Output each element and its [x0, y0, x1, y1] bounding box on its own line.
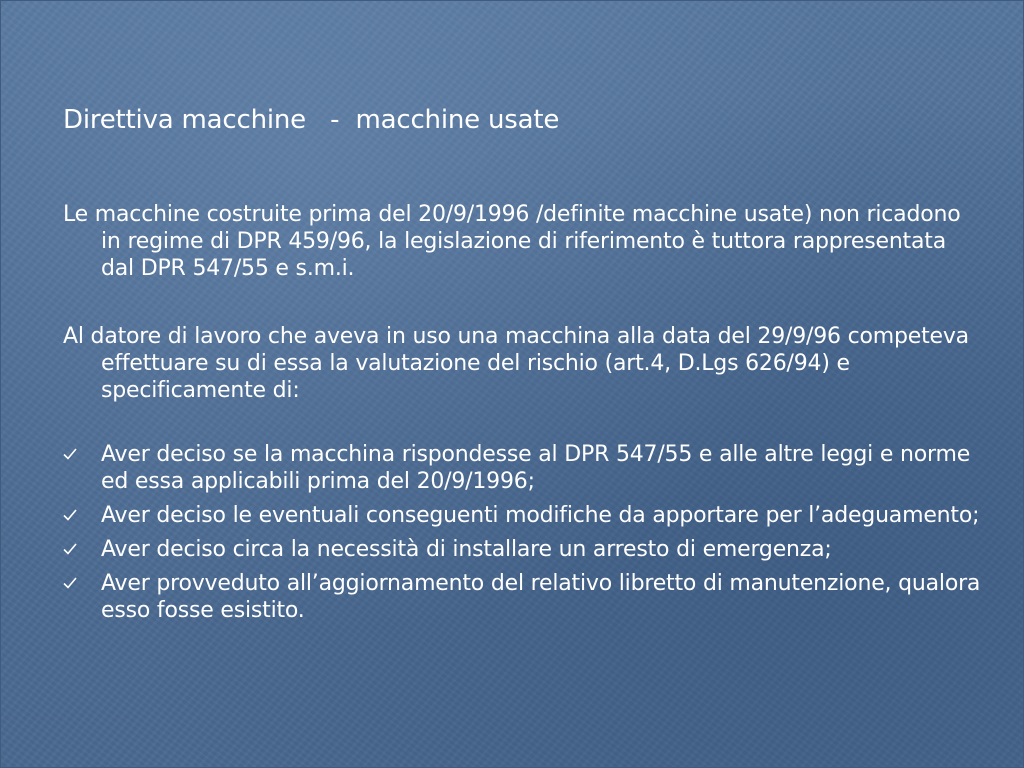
bullet-text: Aver provveduto all’aggiornamento del relativo libretto di manutenzione, qualora esso fosse esistito. — [101, 571, 981, 623]
bullet-text: Aver deciso se la macchina rispondesse al DPR 547/55 e alle altre leggi e norme ed essa applicabili prima del 20/9/1996; — [101, 442, 971, 494]
checkmark-icon — [63, 536, 79, 563]
checkmark-icon — [63, 502, 79, 529]
bullet-item — [63, 536, 983, 563]
bullet-text: Aver deciso circa la necessità di installare un arresto di emergenza; — [101, 537, 832, 562]
paragraph-macchine-usate: Le macchine costruite prima del 20/9/1996 /definite macchine usate) non ricadono in regime di DPR 459/96, la legislazione di riferimento è tuttora rappresentata dal DPR 547/55 e s.m.i. — [63, 202, 961, 281]
bullet-list — [63, 441, 983, 624]
bullet-item — [63, 502, 983, 529]
checkmark-icon — [63, 570, 79, 597]
bullet-item — [63, 441, 983, 495]
bullet-text: Aver deciso le eventuali conseguenti modifiche da apportare per l’adeguamento; — [101, 503, 980, 528]
paragraph-datore-di-lavoro: Al datore di lavoro che aveva in uso una macchina alla data del 29/9/96 competeva effettuare su di essa la valutazione del rischio (art.4, D.Lgs 626/94) e specificamente di: — [63, 324, 969, 403]
bullet-item — [63, 570, 983, 624]
slide-body — [63, 201, 983, 631]
checkmark-icon — [63, 441, 79, 468]
slide-title: Direttiva macchine - macchine usate — [63, 105, 560, 135]
